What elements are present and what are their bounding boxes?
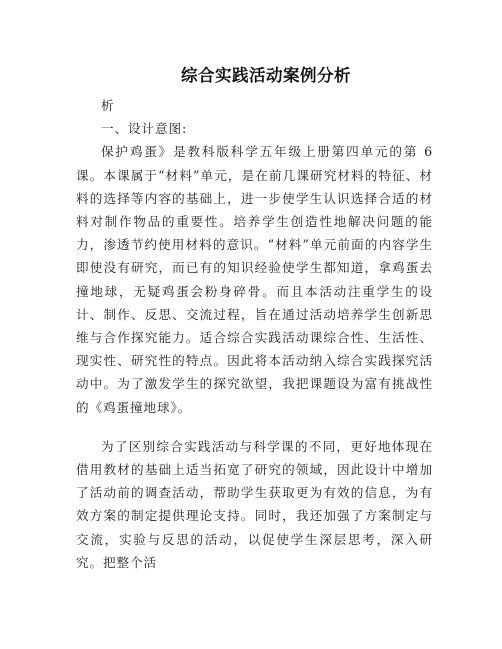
subtitle-fragment: 析 [101,98,115,113]
paragraph-1: 保护鸡蛋》是教科版科学五年级上册第四单元的第 6 课。本课属于“材料”单元，是在前几课研究材料的特征、材料的选择等内容的基础上，进一步使学生认识选择合适的材料对制作物品的重要性。培养学生创造性地解决问题的能力，渗透节约使用材料的意识。“材料”单元前面的内容学生即使没有研究，而已有的知识经验使学生都知道，拿鸡蛋去撞地球，无疑鸡蛋会粉身碎骨。而且本活动注重学生的设计、制作、反思、交流过程，旨在通过活动培养学生创新思维与合作探究能力。适合综合实践活动课综合性、生活性、现实性、研究性的特点。因此将本活动纳入综合实践探究活动中。为了激发学生的探究欲望，我把课题设为富有挑战性的《鸡蛋撞地球》。 [76,144,433,415]
section-heading: 一、设计意图: [101,121,188,137]
paragraph-2: 为了区别综合实践活动与科学课的不同，更好地体现在借用教材的基础上适当拓宽了研究的领域，因此设计中增加了活动前的调查活动，帮助学生获取更为有效的信息，为有效方案的制定提供理论支持。同时，我还加强了方案制定与交流，实验与反思的活动，以促使学生深层思考，深入研究。把整个活 [76,438,433,570]
document-title: 综合实践活动案例分析 [181,66,351,85]
document-body [76,94,433,574]
